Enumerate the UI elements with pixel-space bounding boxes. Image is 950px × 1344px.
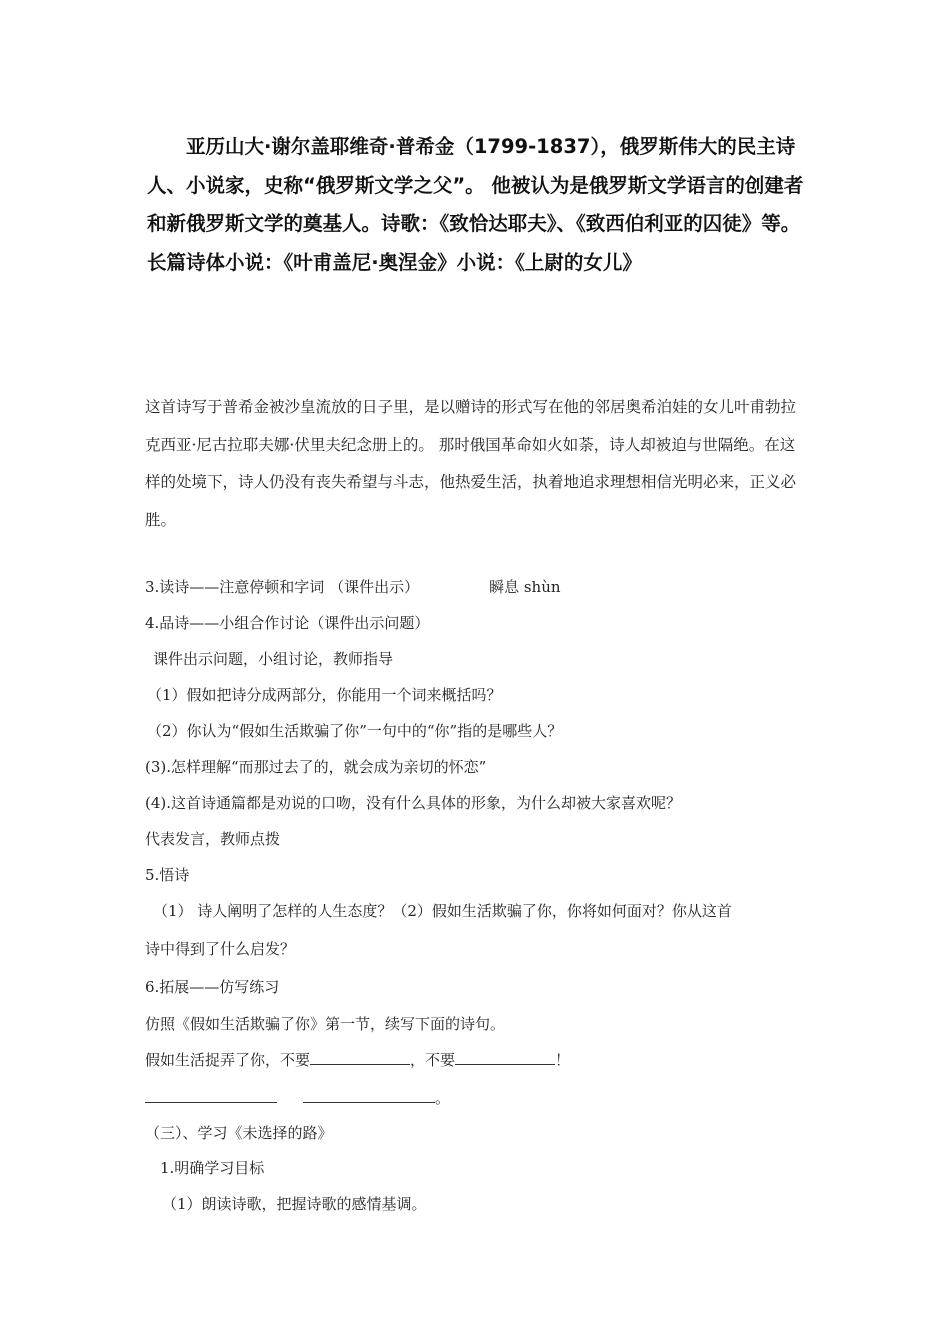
step-read: 3.读诗——注意停顿和字词 （课件出示） [145,578,420,596]
step-read-line [145,577,561,597]
intro-text: 这首诗写于普希金被沙皇流放的日子里，是以赠诗的形式写在他的邻居奥希泊娃的女儿叶甫勃拉克西亚·尼古拉耶夫娜·伏里夫纪念册上的。 那时俄国革命如火如荼，诗人却被迫与世隔绝。在这样的处境下，诗人仍没有丧失希望与斗志，他热爱生活，执着地追求理想相信光明必来，正义必胜。 [145,398,797,529]
section3-goal-1: （1）朗读诗歌，把握诗歌的感情基调。 [162,1195,427,1213]
speak-note: 代表发言，教师点拨 [145,830,281,848]
blank-1[interactable] [310,1050,410,1065]
bio-text: 亚历山大·谢尔盖耶维奇·普希金（1799-1837），俄罗斯伟大的民主诗人、小说家，史称“俄罗斯文学之父”。 他被认为是俄罗斯文学语言的创建者和新俄罗斯文学的奠基人。诗歌：《致恰达耶夫》、《致西伯利亚的囚徒》等。长篇诗体小说：《叶甫盖尼·奥涅金》小说：《上尉的女儿》 [147,135,804,274]
section3-goal: 1.明确学习目标 [160,1159,265,1177]
fill-in-line [145,1050,570,1070]
fill-a: 假如生活捉弄了你，不要 [145,1051,311,1069]
question-3: (3).怎样理解“而那过去了的，就会成为亲切的怀恋” [145,758,487,776]
question-4: (4).这首诗通篇都是劝说的口吻，没有什么具体的形象，为什么却被大家喜欢呢？ [145,794,682,812]
fill-in-line-2 [145,1088,450,1108]
insight-question-line1: （1） 诗人阐明了怎样的人生态度？（2）假如生活欺骗了你，你将如何面对？你从这首 [153,902,732,920]
step-taste: 4.品诗——小组合作讨论（课件出示问题） [145,614,430,632]
question-2: （2）你认为“假如生活欺骗了你”一句中的“你”指的是哪些人？ [147,722,563,740]
blank-4[interactable] [303,1088,435,1103]
step-taste-note: 课件出示问题，小组讨论，教师指导 [153,650,394,668]
fill-c: ！ [555,1051,571,1069]
step-insight: 5.悟诗 [145,866,190,884]
fill-b: ，不要 [410,1051,456,1069]
poem-background-paragraph [145,389,810,539]
blank-2[interactable] [455,1050,555,1065]
insight-question-line2: 诗中得到了什么启发？ [145,940,296,958]
question-1: （1）假如把诗分成两部分，你能用一个词来概括吗？ [147,686,502,704]
pushkin-bio-paragraph [147,128,807,282]
imitate-instruction: 仿照《假如生活欺骗了你》第一节，续写下面的诗句。 [145,1015,506,1033]
step-read-word: 瞬息 shùn [489,578,561,596]
section3-title: （三）、学习《未选择的路》 [145,1124,333,1142]
blank-3[interactable] [145,1088,277,1103]
fill-end: 。 [435,1089,451,1107]
step-expand: 6.拓展——仿写练习 [145,978,280,996]
